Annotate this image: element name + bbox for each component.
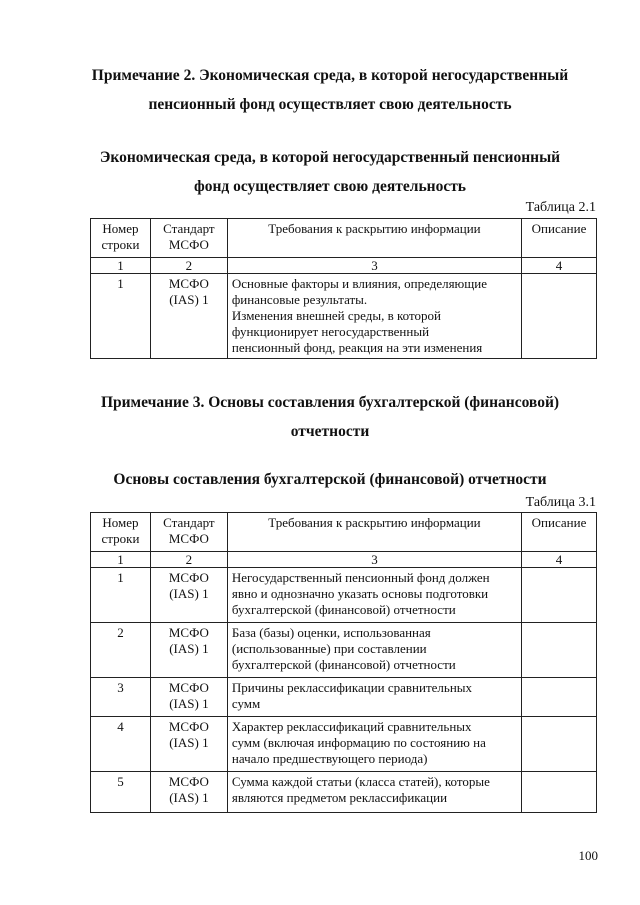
table-3-1 xyxy=(90,512,597,813)
description-cell xyxy=(522,623,597,678)
column-number-cell: 3 xyxy=(227,258,521,274)
requirement-cell: База (базы) оценки, использованная (использованные) при составлении бухгалтерской (финансовой) отчетности xyxy=(227,623,521,678)
header-description: Описание xyxy=(522,513,597,552)
table-row xyxy=(91,568,597,623)
note3-heading-line1: Примечание 3. Основы составления бухгалтерской (финансовой) xyxy=(100,394,560,411)
table-row xyxy=(91,772,597,813)
table-row xyxy=(91,623,597,678)
table21-number-row xyxy=(91,258,597,274)
note3-heading-line2: отчетности xyxy=(290,423,370,440)
note3-heading xyxy=(40,393,620,442)
header-requirements: Требования к раскрытию информации xyxy=(227,513,521,552)
note2-subheading-line2: фонд осуществляет свою деятельность xyxy=(193,178,467,195)
note2-heading-line2: пенсионный фонд осуществляет свою деятельность xyxy=(148,96,512,113)
table21-caption: Таблица 2.1 xyxy=(525,200,596,215)
column-number-cell: 1 xyxy=(91,552,151,568)
requirement-cell: Сумма каждой статьи (класса статей), которые являются предметом реклассификации xyxy=(227,772,521,813)
table-row xyxy=(91,678,597,717)
row-number-cell: 1 xyxy=(91,568,151,623)
row-number-cell: 4 xyxy=(91,717,151,772)
table-row xyxy=(91,717,597,772)
header-row-number: Номер строки xyxy=(91,219,151,258)
header-requirements: Требования к раскрытию информации xyxy=(227,219,521,258)
table-row xyxy=(91,274,597,359)
note2-heading xyxy=(40,66,620,115)
page-number: 100 xyxy=(578,848,598,863)
header-row-number: Номер строки xyxy=(91,513,151,552)
table31-header-row xyxy=(91,513,597,552)
column-number-cell: 4 xyxy=(522,258,597,274)
table31-number-row xyxy=(91,552,597,568)
table-2-1 xyxy=(90,218,597,359)
header-standard: Стандарт МСФО xyxy=(150,513,227,552)
column-number-cell: 3 xyxy=(227,552,521,568)
note3-subheading: Основы составления бухгалтерской (финансовой) отчетности xyxy=(113,471,547,488)
standard-cell: МСФО (IAS) 1 xyxy=(150,623,227,678)
row-number-cell: 2 xyxy=(91,623,151,678)
description-cell xyxy=(522,568,597,623)
standard-cell: МСФО (IAS) 1 xyxy=(150,678,227,717)
standard-cell: МСФО (IAS) 1 xyxy=(150,717,227,772)
requirement-cell: Негосударственный пенсионный фонд должен явно и однозначно указать основы подготовки бухгалтерской (финансовой) отчетности xyxy=(227,568,521,623)
table31-caption: Таблица 3.1 xyxy=(525,495,596,510)
standard-cell: МСФО (IAS) 1 xyxy=(150,772,227,813)
column-number-cell: 2 xyxy=(150,258,227,274)
column-number-cell: 4 xyxy=(522,552,597,568)
requirement-cell: Основные факторы и влияния, определяющие финансовые результаты. Изменения внешней среды, в которой функционирует негосударственный пенсионный фонд, реакция на эти изменения xyxy=(227,274,521,359)
description-cell xyxy=(522,678,597,717)
standard-cell: МСФО (IAS) 1 xyxy=(150,274,227,359)
requirement-cell: Характер реклассификаций сравнительных сумм (включая информацию по состоянию на начало предшествующего периода) xyxy=(227,717,521,772)
note2-heading-line1: Примечание 2. Экономическая среда, в которой негосударственный xyxy=(91,67,569,84)
standard-cell: МСФО (IAS) 1 xyxy=(150,568,227,623)
row-number-cell: 5 xyxy=(91,772,151,813)
column-number-cell: 2 xyxy=(150,552,227,568)
note2-subheading xyxy=(40,148,620,197)
column-number-cell: 1 xyxy=(91,258,151,274)
header-description: Описание xyxy=(522,219,597,258)
description-cell xyxy=(522,772,597,813)
row-number-cell: 1 xyxy=(91,274,151,359)
header-standard: Стандарт МСФО xyxy=(150,219,227,258)
description-cell xyxy=(522,717,597,772)
requirement-cell: Причины реклассификации сравнительных сумм xyxy=(227,678,521,717)
table21-header-row xyxy=(91,219,597,258)
row-number-cell: 3 xyxy=(91,678,151,717)
description-cell xyxy=(522,274,597,359)
note2-subheading-line1: Экономическая среда, в которой негосударственный пенсионный xyxy=(99,149,561,166)
